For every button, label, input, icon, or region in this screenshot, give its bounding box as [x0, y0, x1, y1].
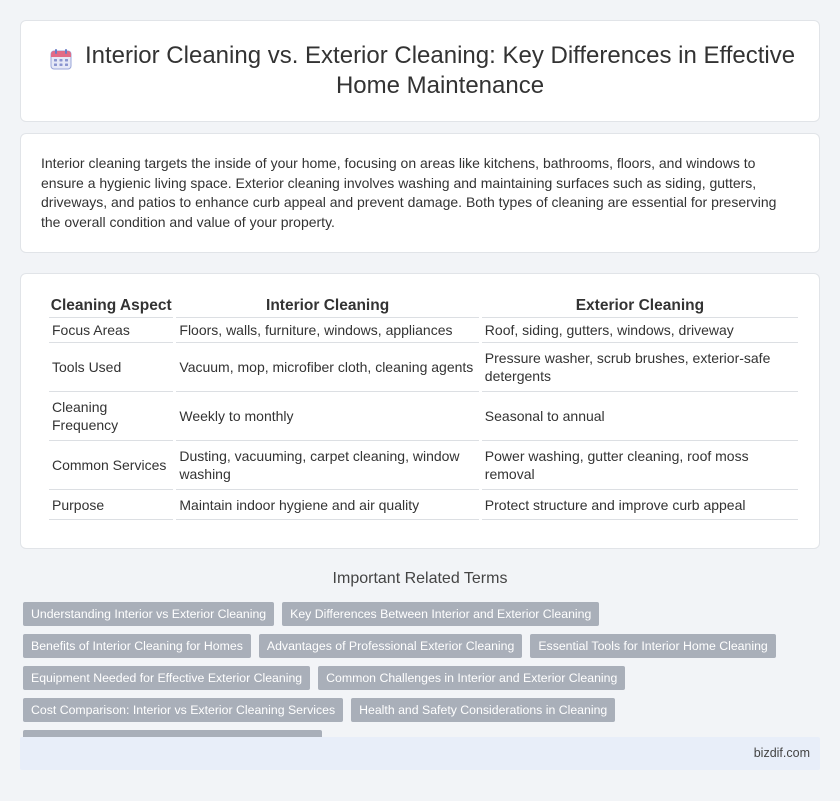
exterior-cell: Power washing, gutter cleaning, roof moss removal: [482, 441, 798, 490]
interior-cell: Vacuum, mop, microfiber cloth, cleaning agents: [176, 343, 478, 392]
row-label: Purpose: [49, 490, 173, 520]
exterior-cell: Protect structure and improve curb appeal: [482, 490, 798, 520]
related-term-tag[interactable]: Benefits of Interior Cleaning for Homes: [23, 634, 251, 658]
interior-cell: Maintain indoor hygiene and air quality: [176, 490, 478, 520]
related-term-tag[interactable]: Equipment Needed for Effective Exterior Cleaning: [23, 666, 310, 690]
footer: [20, 737, 820, 770]
related-term-tag[interactable]: Understanding Interior vs Exterior Cleaning: [23, 602, 274, 626]
title-card: [20, 20, 820, 122]
intro-card: [20, 133, 820, 253]
related-term-tag[interactable]: Essential Tools for Interior Home Cleaning: [530, 634, 775, 658]
related-term-tag[interactable]: Key Differences Between Interior and Exterior Cleaning: [282, 602, 599, 626]
header-exterior-cleaning: Exterior Cleaning: [482, 294, 798, 318]
related-term-tag[interactable]: Advantages of Professional Exterior Cleaning: [259, 634, 522, 658]
table-row: [49, 392, 798, 441]
page-title: Interior Cleaning vs. Exterior Cleaning: Key Differences in Effective Home Maintenance: [84, 42, 796, 99]
table-row: [49, 490, 798, 520]
exterior-cell: Roof, siding, gutters, windows, driveway: [482, 318, 798, 343]
intro-paragraph: Interior cleaning targets the inside of your home, focusing on areas like kitchens, bathrooms, floors, and windows to ensure a hygienic living space. Exterior cleaning involves washing and maintaining surfaces such as siding, gutters, driveways, and patios to enhance curb appeal and prevent damage. Both types of cleaning are essential for preserving the overall condition and value of your property.: [41, 155, 777, 230]
comparison-table: [46, 294, 801, 520]
related-term-tag[interactable]: Common Challenges in Interior and Exterior Cleaning: [318, 666, 625, 690]
header-cleaning-aspect: Cleaning Aspect: [49, 294, 173, 318]
table-header-row: [49, 294, 798, 318]
site-link[interactable]: bizdif.com: [753, 746, 810, 760]
related-terms-title: Important Related Terms: [332, 570, 508, 587]
related-term-tag[interactable]: Cost Comparison: Interior vs Exterior Cleaning Services: [23, 698, 343, 722]
row-label: Focus Areas: [49, 318, 173, 343]
table-row: [49, 318, 798, 343]
header-interior-cleaning: Interior Cleaning: [176, 294, 478, 318]
table-row: [49, 343, 798, 392]
row-label: Tools Used: [49, 343, 173, 392]
row-label: Cleaning Frequency: [49, 392, 173, 441]
comparison-card: [20, 273, 820, 549]
related-terms-list: [23, 602, 823, 754]
interior-cell: Dusting, vacuuming, carpet cleaning, window washing: [176, 441, 478, 490]
table-row: [49, 441, 798, 490]
exterior-cell: Pressure washer, scrub brushes, exterior-safe detergents: [482, 343, 798, 392]
interior-cell: Floors, walls, furniture, windows, appliances: [176, 318, 478, 343]
row-label: Common Services: [49, 441, 173, 490]
exterior-cell: Seasonal to annual: [482, 392, 798, 441]
interior-cell: Weekly to monthly: [176, 392, 478, 441]
related-term-tag[interactable]: Health and Safety Considerations in Cleaning: [351, 698, 615, 722]
